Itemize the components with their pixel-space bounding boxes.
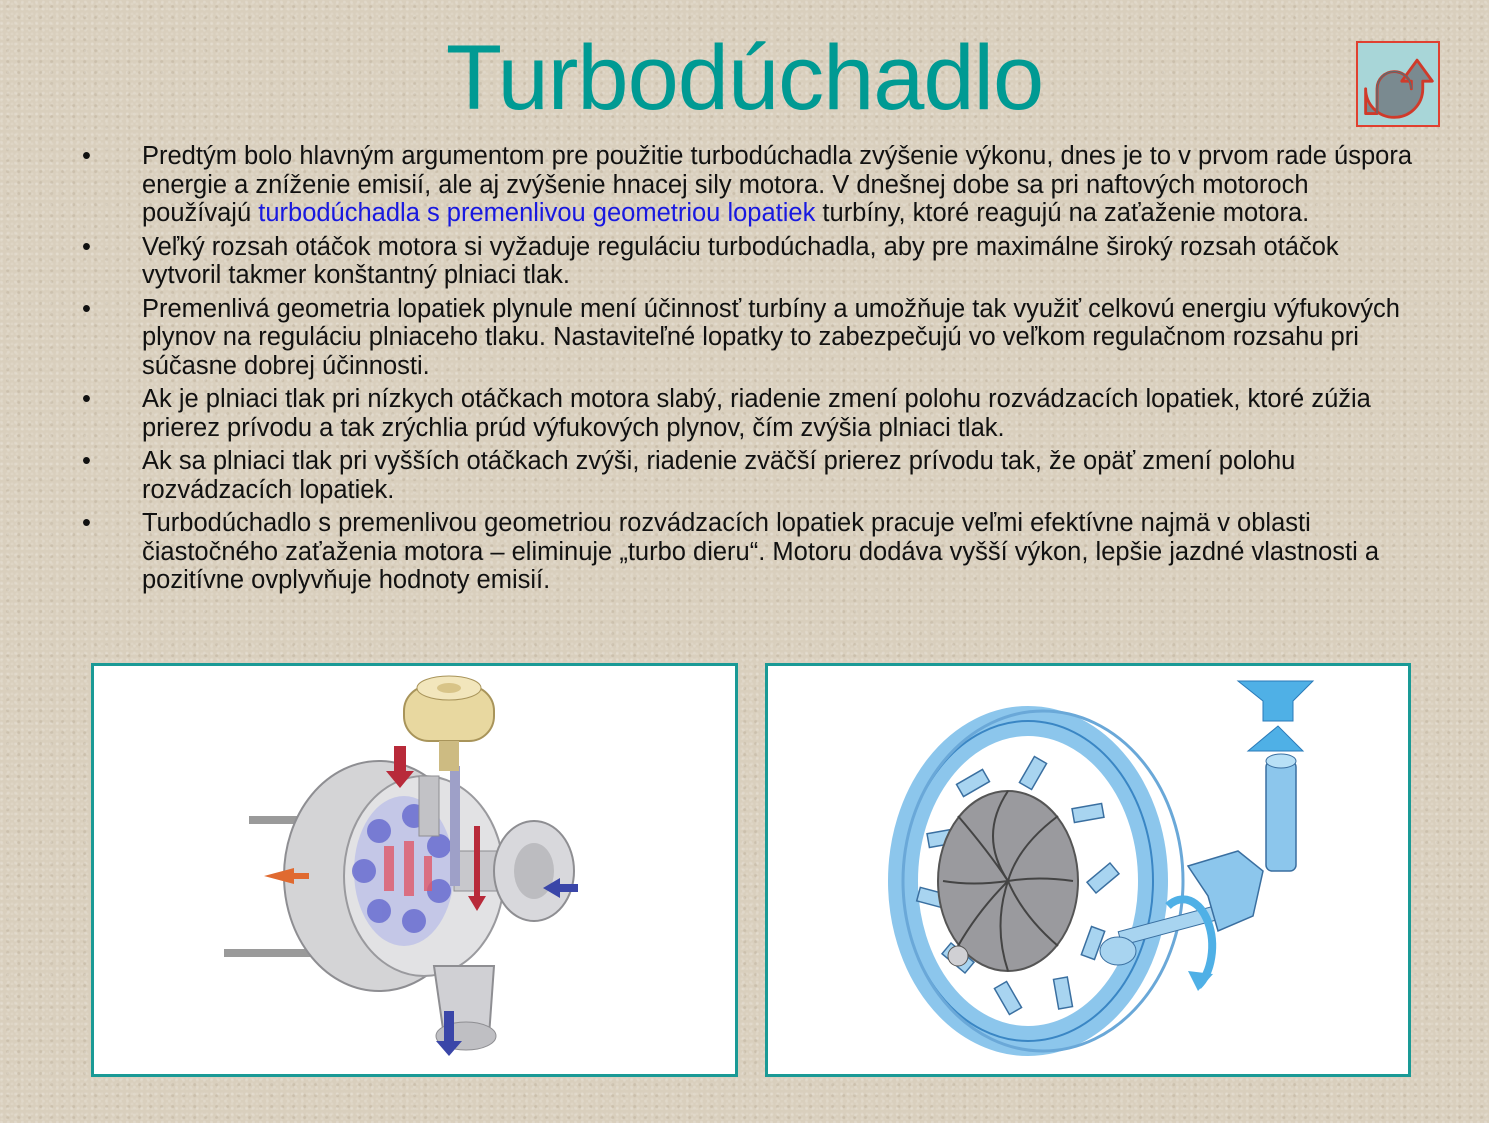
bullet-marker: • <box>82 232 91 261</box>
bullet-item <box>82 142 1412 228</box>
turbocharger-cutaway-image <box>91 663 738 1077</box>
bullet-text: turbíny, ktoré reagujú na zaťaženie motora. <box>815 199 1310 227</box>
bullet-list <box>82 142 1412 600</box>
bullet-item <box>82 233 1412 290</box>
bullet-item <box>82 385 1412 442</box>
vane-mechanism-image <box>765 663 1411 1077</box>
vane-mechanism-illustration <box>768 666 1408 1074</box>
bullet-marker: • <box>82 447 91 475</box>
turbocharger-illustration <box>94 666 735 1074</box>
bullet-item <box>82 447 1412 504</box>
u-turn-arrow-icon <box>1358 43 1438 125</box>
bullet-marker: • <box>82 142 91 170</box>
slide-title: Turbodúchadlo <box>445 27 1044 129</box>
bullet-text: Premenlivá geometria lopatiek plynule mení účinnosť turbíny a umožňuje tak využiť celkovú energiu výfukových plynov na reguláciu plniaceho tlaku. Nastaviteľné lopatky to zabezpečujú vo veľkom regulačnom rozsahu pri súčasne dobrej účinnosti. <box>142 294 1400 380</box>
bullet-marker: • <box>82 385 91 413</box>
bullet-text: Turbodúchadlo s premenlivou geometriou rozvádzacích lopatiek pracuje veľmi efektívne najmä v oblasti čiastočného zaťaženia motora – eliminuje „turbo dieru“. Motoru dodáva vyšší výkon, lepšie jazdné vlastnosti a pozitívne ovplyvňuje hodnoty emisií. <box>142 509 1380 594</box>
bullet-text: Predtým bolo hlavným argumentom pre použitie turbodúchadla zvýšenie výkonu, dnes je to v prvom rade úspora energie a zníženie emisií, ale aj zvýšenie hnacej sily motora. V dnešnej dobe sa pri naftových motoroch používajú <box>142 142 1413 227</box>
bullet-item <box>82 509 1412 595</box>
bullet-text: Ak je plniaci tlak pri nízkych otáčkach motora slabý, riadenie zmení polohu rozvádzacích lopatiek, ktoré zúžia prierez prívodu a tak zrýchlia prúd výfukových plynov, čím zvýšia plniaci tlak. <box>142 385 1371 442</box>
bullet-text: Veľký rozsah otáčok motora si vyžaduje reguláciu turbodúchadla, aby pre maximálne široký rozsah otáčok vytvoril takmer konštantný plniaci tlak. <box>142 232 1339 289</box>
bullet-marker: • <box>82 294 91 323</box>
vgt-link[interactable]: turbodúchadla s premenlivou geometriou lopatiek <box>258 199 816 227</box>
back-button[interactable] <box>1356 41 1440 127</box>
bullet-text: Ak sa plniaci tlak pri vyšších otáčkach zvýši, riadenie zväčší prierez prívodu tak, že opäť zmení polohu rozvádzacích lopatiek. <box>142 447 1296 504</box>
bullet-marker: • <box>82 509 91 537</box>
bullet-item <box>82 295 1412 381</box>
